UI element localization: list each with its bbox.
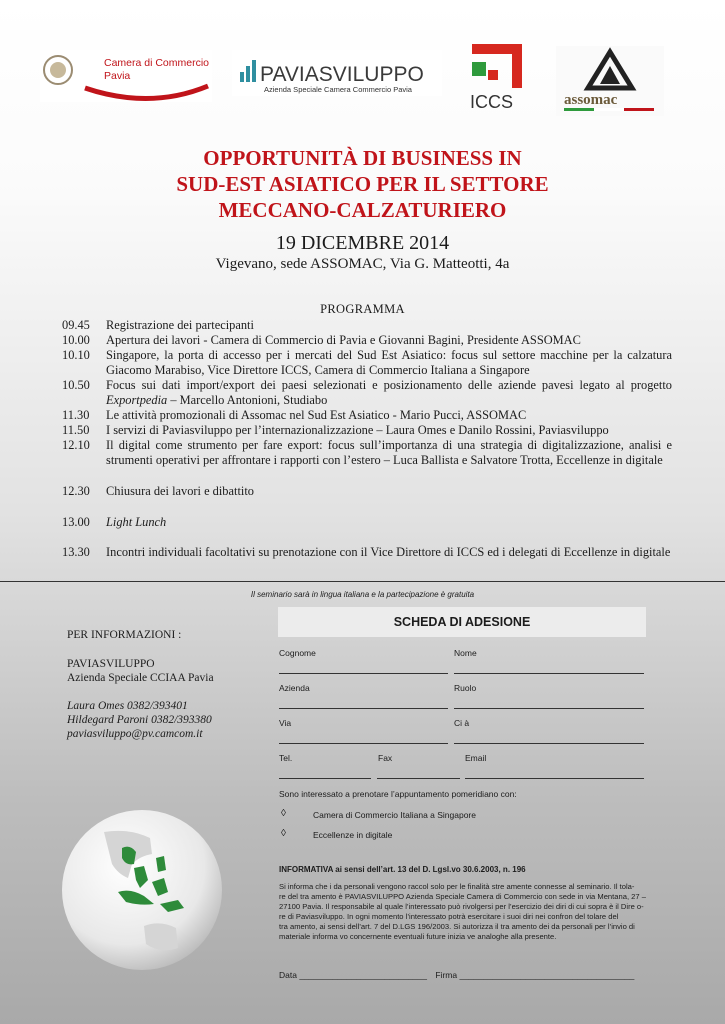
programme-text: Focus sui dati import/export dei paesi selezionati e posizionamento delle aziende pavesi legato al progetto [106, 378, 672, 392]
ruolo-label: Ruolo [454, 683, 477, 693]
privacy-line: materiale informa vo concernente eventuali future inizia ve analoghe alla presente. [279, 932, 557, 941]
programme-time: 11.30 [62, 408, 90, 422]
fax-label: Fax [378, 753, 393, 763]
privacy-line: re di Paviasviluppo. In ogni momento l’interessato potrà esercitare i suoi diri nei confron del tolare del [279, 912, 619, 921]
programme-text: Apertura dei lavori - Camera di Commercio di Pavia e Giovanni Bagini, Presidente ASSOMAC [106, 333, 581, 347]
camera-logo-line2: Pavia [104, 70, 131, 82]
programme-item [62, 408, 672, 423]
paviasviluppo-logo [232, 50, 442, 96]
programme-item [62, 378, 672, 408]
programme-text: Chiusura dei lavori e dibattito [106, 484, 254, 498]
programme-text: Incontri individuali facoltativi su prenotazione con il Vice Direttore di ICCS ed i delegati di Eccellenze in digitale [106, 545, 671, 559]
azienda-field[interactable] [279, 708, 448, 709]
nome-label: Nome [454, 648, 477, 658]
form-title: SCHEDA DI ADESIONE [278, 607, 646, 637]
via-field[interactable] [279, 743, 448, 744]
signature-row [279, 970, 634, 980]
ruolo-field[interactable] [454, 708, 644, 709]
programme-text-wrap [106, 378, 672, 408]
info-contact-2: Hildegard Paroni 0382/393380 [67, 714, 212, 726]
nome-field[interactable] [454, 673, 644, 674]
firma-field[interactable]: _____________________________________ [459, 970, 635, 980]
citta-label: Ci à [454, 718, 470, 728]
privacy-line: Si informa che i da personali vengono raccol solo per le finalità stre amente connesse al seminario. Il tola- [279, 882, 635, 891]
assomac-logo-text: assomac [564, 92, 618, 108]
iccs-logo [468, 42, 526, 112]
programme-item [62, 423, 672, 438]
camera-logo-line1: Camera di Commercio [104, 57, 210, 69]
programme-item [62, 484, 672, 499]
option-singapore: Camera di Commercio Italiana a Singapore [313, 810, 476, 820]
programme-text: I servizi di Paviasviluppo per l’internazionalizzazione – Laura Omes e Danilo Rossini, Paviasviluppo [106, 423, 609, 437]
programme-italic: Exportpedia [106, 392, 168, 407]
programme-item [62, 438, 672, 468]
programme-time: 10.00 [62, 333, 90, 347]
fax-field[interactable] [377, 778, 460, 779]
diamond-checkbox-1[interactable]: ◊ [281, 808, 286, 819]
programme-time: 13.00 [62, 515, 90, 529]
info-org: PAVIASVILUPPO [67, 658, 155, 670]
assomac-logo [556, 46, 664, 116]
data-label: Data [279, 970, 297, 980]
section-divider [0, 581, 725, 582]
programme-item [62, 318, 672, 333]
tel-label: Tel. [279, 753, 293, 763]
programme-text: Light Lunch [106, 515, 167, 529]
camera-di-commercio-logo [40, 50, 212, 102]
programme-time: 11.50 [62, 423, 90, 437]
info-heading: PER INFORMAZIONI : [67, 629, 182, 641]
programme-time: 10.10 [62, 348, 90, 362]
event-title [0, 145, 725, 223]
email-field[interactable] [465, 778, 644, 779]
programme-item [62, 333, 672, 348]
programme-time: 13.30 [62, 545, 90, 559]
programme-text: Il digital come strumento per fare export: focus sull’importanza di una strategia di digitalizzazione, analisi e strumenti operativi per affrontare i rapporti con l’estero – Luca Ballista e Salvatore Trotta, Eccellenze in digitale [106, 438, 672, 467]
interest-text: Sono interessato a prenotare l’appuntamento pomeridiano con: [279, 789, 517, 799]
globe-image [60, 808, 224, 972]
programme-time: 12.10 [62, 438, 90, 452]
seminar-note: Il seminario sarà in lingua italiana e la partecipazione è gratuita [250, 590, 475, 599]
email-label: Email [465, 753, 487, 763]
iccs-logo-text: ICCS [470, 92, 514, 112]
cognome-label: Cognome [279, 648, 316, 658]
diamond-checkbox-2[interactable]: ◊ [281, 828, 286, 839]
privacy-line: re del tra amento è PAVIASVILUPPO Azienda Speciale Camera di Commercio con sede in via Mentana, 27 – [279, 892, 646, 901]
paviasviluppo-logo-sub: Azienda Speciale Camera Commercio Pavia [264, 85, 412, 94]
data-field[interactable]: ___________________________ [299, 970, 427, 980]
cognome-field[interactable] [279, 673, 448, 674]
info-org-sub: Azienda Speciale CCIAA Pavia [67, 672, 214, 684]
title-line-2: SUD-EST ASIATICO PER IL SETTORE [176, 172, 549, 196]
programme-time: 10.50 [62, 378, 90, 392]
option-eccellenze: Eccellenze in digitale [313, 830, 393, 840]
citta-field[interactable] [454, 743, 644, 744]
programme-item [62, 515, 672, 530]
event-date: 19 DICEMBRE 2014 [275, 232, 450, 254]
programme-item [62, 348, 672, 378]
azienda-label: Azienda [279, 683, 310, 693]
event-venue: Vigevano, sede ASSOMAC, Via G. Matteotti, 4a [215, 256, 510, 272]
privacy-line: 27100 Pavia. Il responsabile al quale l’interessato può rivolgersi per l’esercizio dei diri di cui sopra è il Dire o- [279, 902, 644, 911]
programme-heading: PROGRAMMA [320, 302, 405, 316]
firma-label: Firma [435, 970, 458, 980]
privacy-heading: INFORMATIVA ai sensi dell’art. 13 del D. Lgsl.vo 30.6.2003, n. 196 [279, 865, 526, 874]
privacy-line: tra amento, ai sensi dell’art. 7 del D.LGS 196/2003. Si autorizza il tra amento dei da personali per l’invio di [279, 922, 635, 931]
title-line-3: MECCANO-CALZATURIERO [218, 198, 507, 222]
programme-time: 12.30 [62, 484, 90, 498]
programme-text: Registrazione dei partecipanti [106, 318, 254, 332]
programme-item [62, 545, 672, 560]
info-email[interactable]: paviasviluppo@pv.camcom.it [67, 728, 203, 740]
info-contact-1: Laura Omes 0382/393401 [67, 700, 188, 712]
programme-text: Singapore, la porta di accesso per i mercati del Sud Est Asiatico: focus sul settore macchine per la calzatura Giacomo Marabiso, Vice Direttore ICCS, Camera di Commercio Italiana a Singapore [106, 348, 672, 377]
programme-text-2: – Marcello Antonioni, Studiabo [167, 392, 328, 407]
via-label: Via [279, 718, 292, 728]
programme-text: Le attività promozionali di Assomac nel Sud Est Asiatico - Mario Pucci, ASSOMAC [106, 408, 527, 422]
tel-field[interactable] [279, 778, 371, 779]
privacy-text [279, 882, 649, 942]
title-line-1: OPPORTUNITÀ DI BUSINESS IN [203, 146, 522, 170]
paviasviluppo-logo-name: PAVIASVILUPPO [260, 63, 424, 86]
programme-time: 09.45 [62, 318, 90, 332]
